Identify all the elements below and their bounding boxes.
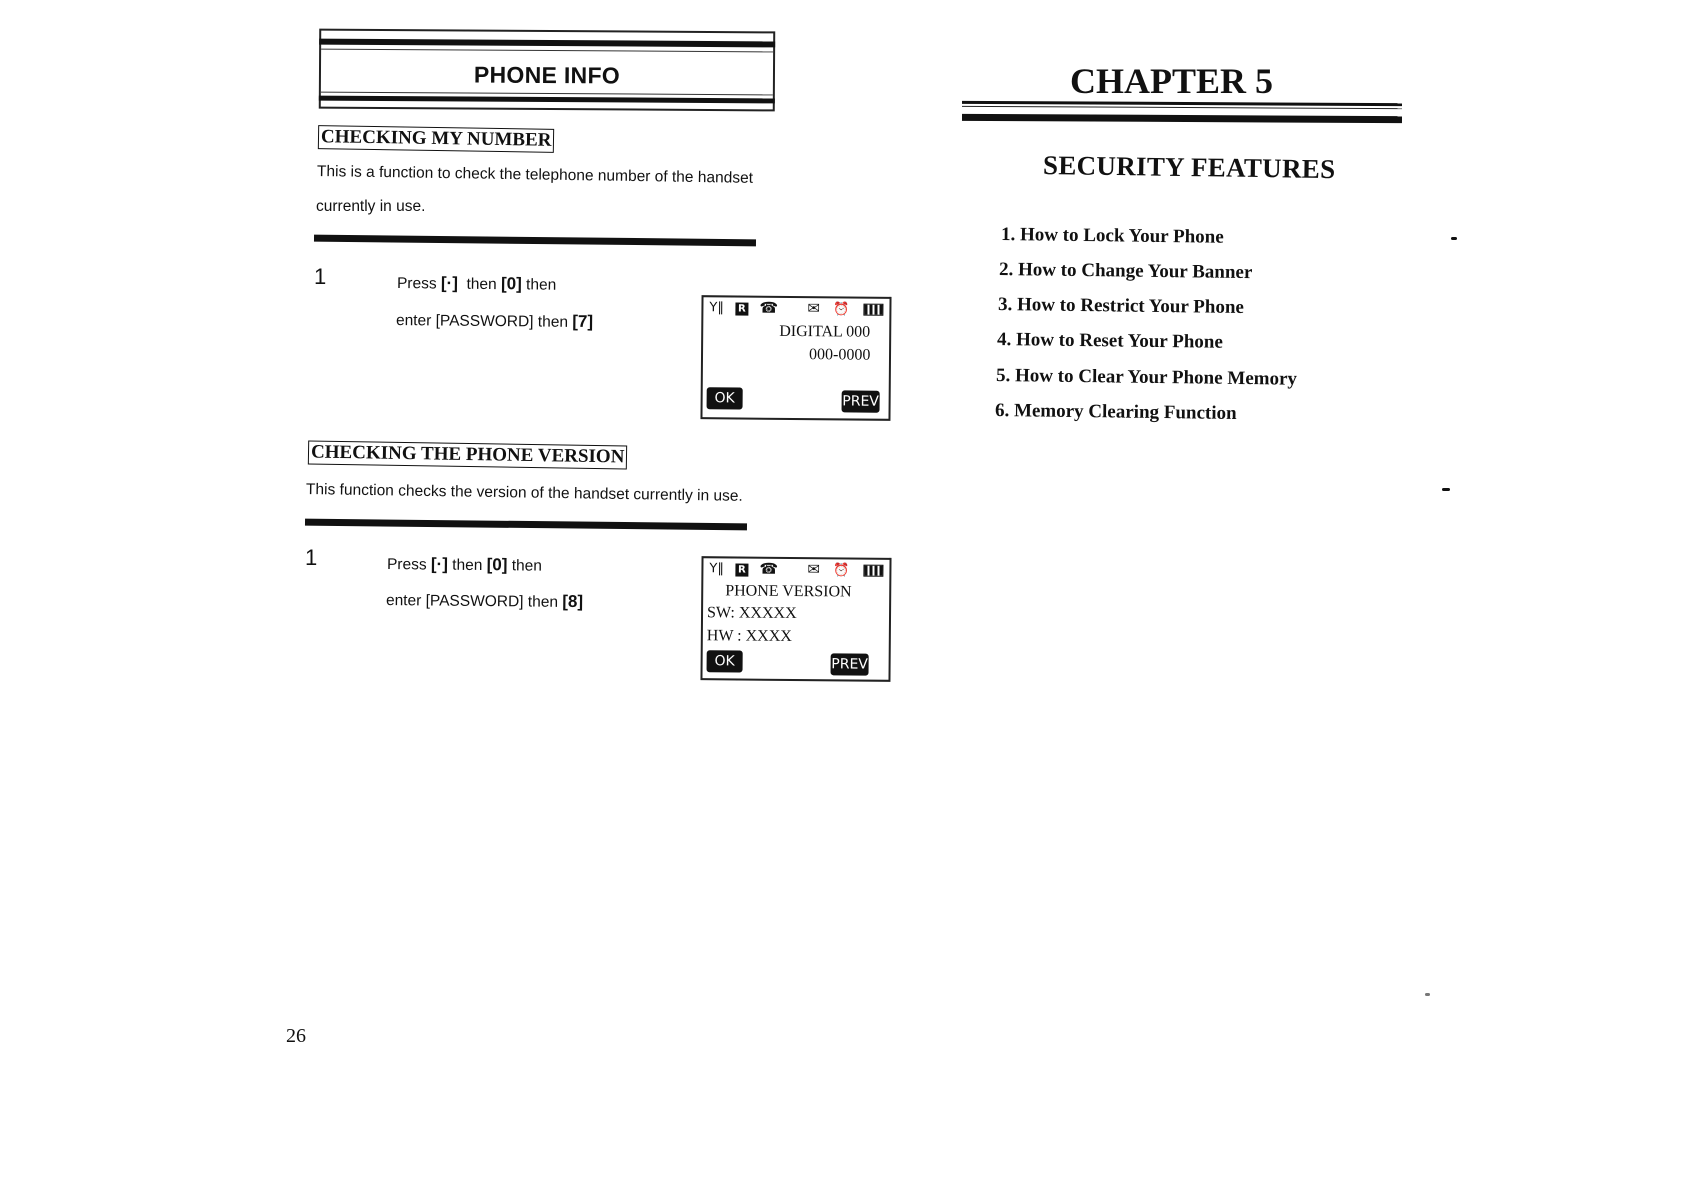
screen-line-hw: HW : XXXX xyxy=(706,627,792,645)
ok-softkey[interactable]: OK xyxy=(707,387,743,409)
toc-item: 3. How to Restrict Your Phone xyxy=(997,294,1245,319)
envelope-icon: ✉ xyxy=(807,300,821,318)
section2-rule xyxy=(305,519,747,531)
prev-softkey[interactable]: PREV xyxy=(842,390,880,412)
toc-item: 5. How to Clear Your Phone Memory xyxy=(995,365,1298,390)
roaming-icon: R xyxy=(735,563,748,576)
battery-icon xyxy=(863,565,883,577)
signal-strength-icon: Y‖ xyxy=(709,300,724,316)
section2-step-line1: Press [·] then [0] then xyxy=(386,554,543,575)
phone-info-title-box xyxy=(319,29,775,112)
section-title: SECURITY FEATURES xyxy=(1042,150,1336,185)
toc-item: 4. How to Reset Your Phone xyxy=(996,329,1224,353)
chapter-heading: CHAPTER 5 xyxy=(1070,61,1274,101)
chapter-rule-2 xyxy=(962,106,1402,109)
page-title: PHONE INFO xyxy=(473,61,621,89)
title-line-top xyxy=(321,49,773,53)
toc-item: 6. Memory Clearing Function xyxy=(994,400,1237,424)
screen-line-number: 000-0000 xyxy=(808,346,871,364)
scan-speck xyxy=(1425,993,1430,996)
section-heading-phone-version: CHECKING THE PHONE VERSION xyxy=(308,440,628,469)
section-heading-my-number: CHECKING MY NUMBER xyxy=(318,125,555,153)
title-bar-top xyxy=(319,39,775,48)
ok-softkey[interactable]: OK xyxy=(707,650,743,672)
page-number: 26 xyxy=(286,1025,306,1047)
prev-softkey[interactable]: PREV xyxy=(831,653,869,675)
section2-step-line2: enter [PASSWORD] then [8] xyxy=(385,591,584,612)
phone-icon: ☎ xyxy=(759,299,779,317)
section1-step-number: 1 xyxy=(314,264,327,289)
section2-description-line1: This function checks the version of the handset currently in use. xyxy=(305,481,743,505)
section1-step-line2: enter [PASSWORD] then [7] xyxy=(395,311,594,332)
scan-speck xyxy=(1442,488,1450,491)
section1-rule xyxy=(314,235,756,247)
title-line-bottom xyxy=(321,92,773,96)
screen-line-digital: DIGITAL 000 xyxy=(779,322,871,341)
screen-line-sw: SW: XXXXX xyxy=(706,604,797,623)
phone-screen-my-number xyxy=(700,295,891,421)
alarm-icon: ⏰ xyxy=(833,301,850,317)
phone-screen-version xyxy=(700,556,891,682)
phone-icon: ☎ xyxy=(759,560,779,578)
envelope-icon: ✉ xyxy=(807,561,821,579)
roaming-icon: R xyxy=(735,302,748,315)
chapter-rule-3 xyxy=(962,114,1402,123)
section1-step-line1: Press [·] then [0] then xyxy=(396,273,557,294)
status-icons xyxy=(707,560,883,582)
battery-icon xyxy=(863,304,883,316)
title-bar-bottom xyxy=(319,96,775,104)
section1-description-line2: currently in use. xyxy=(316,198,426,215)
status-icons xyxy=(707,299,883,321)
toc-item: 1. How to Lock Your Phone xyxy=(1000,224,1224,248)
section1-description-line1: This is a function to check the telephone number of the handset xyxy=(316,163,754,187)
section2-step-number: 1 xyxy=(305,545,318,570)
scan-speck xyxy=(1451,237,1457,240)
toc-item: 2. How to Change Your Banner xyxy=(998,259,1253,284)
alarm-icon: ⏰ xyxy=(833,562,850,578)
signal-strength-icon: Y‖ xyxy=(709,561,724,577)
screen-line-phone-version: PHONE VERSION xyxy=(725,582,852,601)
